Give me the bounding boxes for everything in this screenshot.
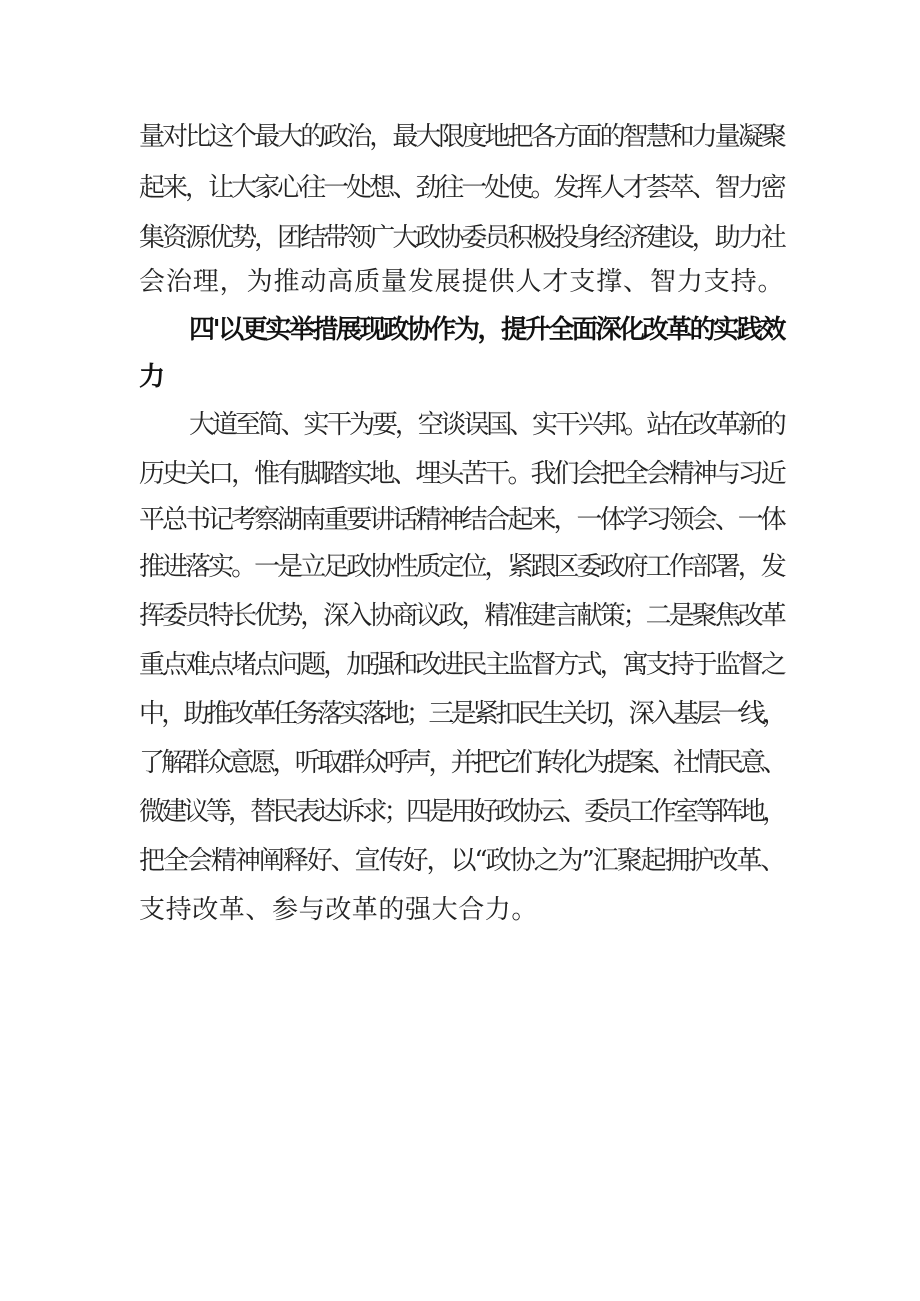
paragraph-2-line-8: 了解群众意愿，听取群众呼声，并把它们转化为提案、社情民意、 xyxy=(139,748,785,778)
paragraph-1-line-1: 量对比这个最大的政治，最大限度地把各方面的智慧和力量凝聚 xyxy=(139,122,784,152)
paragraph-2-line-3: 平总书记考察湖南重要讲话精神结合起来，一体学习领会、一体 xyxy=(139,505,784,535)
paragraph-2-line-9: 微建议等，替民表达诉求；四是用好政协云、委员工作室等阵地， xyxy=(139,797,785,827)
paragraph-2-line-6: 重点难点堵点问题，加强和改进民主监督方式，寓支持于监督之 xyxy=(139,650,784,680)
paragraph-2-line-7: 中，助推改革任务落实落地；三是紧扣民生关切，深入基层一线， xyxy=(139,699,785,729)
section-heading-line-2: 力 xyxy=(139,362,166,392)
paragraph-2-line-4: 推进落实。一是立足政协性质定位，紧跟区委政府工作部署，发 xyxy=(139,552,784,582)
paragraph-2-line-10: 把全会精神阐释好、宣传好，以“政协之为”汇聚起拥护改革、 xyxy=(139,846,785,876)
paragraph-2-line-5: 挥委员特长优势，深入协商议政，精准建言献策；二是聚焦改革 xyxy=(139,601,784,631)
paragraph-1-line-2: 起来，让大家心往一处想、劲往一处使。发挥人才荟萃、智力密 xyxy=(139,173,784,203)
paragraph-1-line-3: 集资源优势，团结带领广大政协委员积极投身经济建设，助力社 xyxy=(139,223,784,253)
paragraph-2-line-2: 历史关口，惟有脚踏实地、埋头苦干。我们会把全会精神与习近 xyxy=(139,459,784,489)
paragraph-2-line-1: 大道至简、实干为要，空谈误国、实干兴邦。站在改革新的 xyxy=(189,410,784,440)
paragraph-2-line-11: 支持改革、参与改革的强大合力。 xyxy=(139,895,539,925)
paragraph-1-line-4: 会治理，为推动高质量发展提供人才支撑、智力支持。 xyxy=(139,267,785,297)
section-heading-line-1: 四'以更实举措展现政协作为，提升全面深化改革的实践效 xyxy=(189,315,784,345)
